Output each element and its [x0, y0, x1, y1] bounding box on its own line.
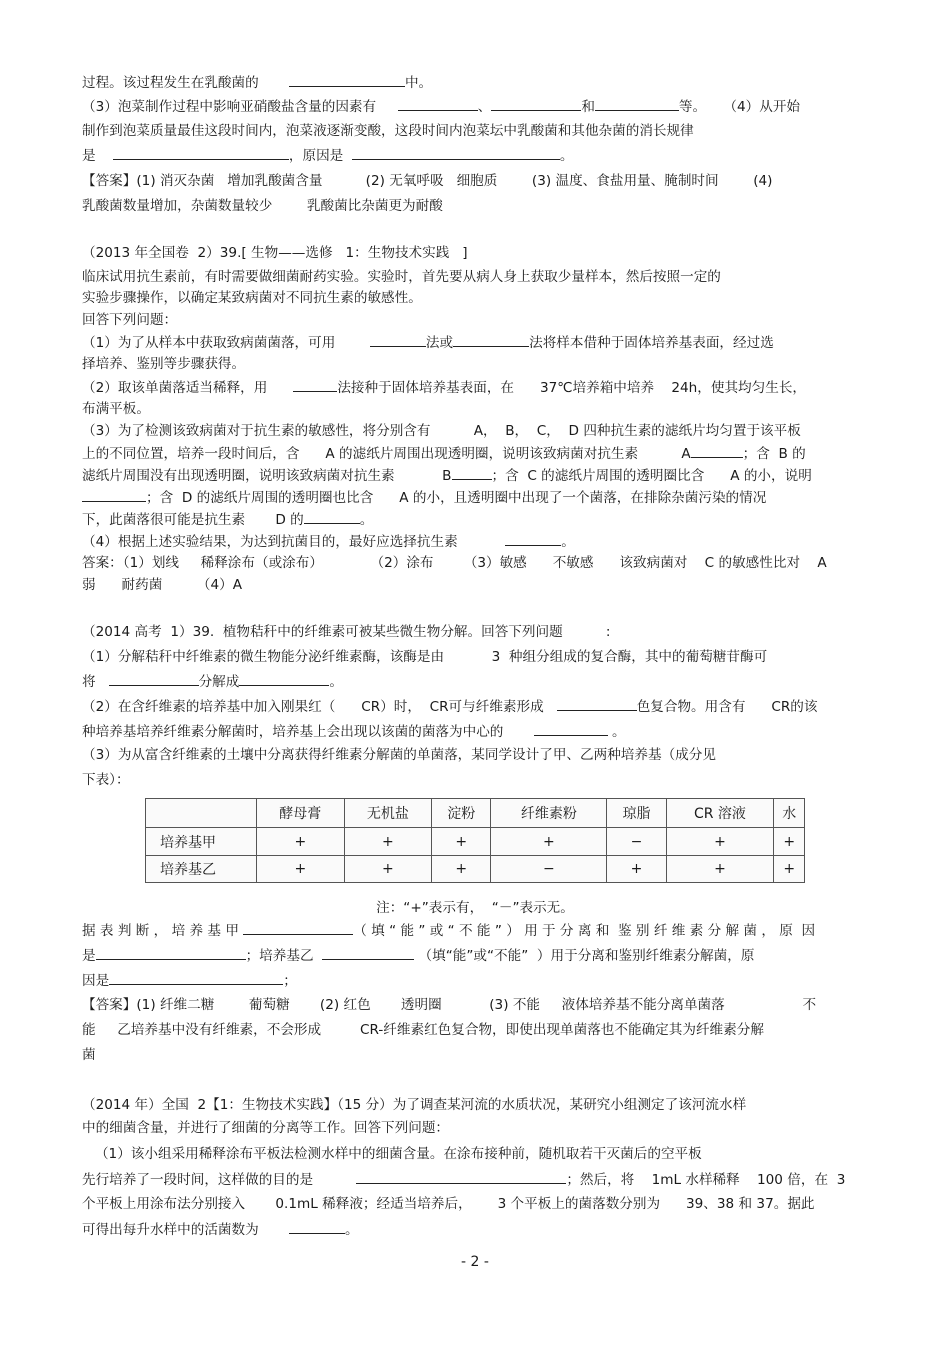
table-cell: + — [432, 855, 491, 882]
table-cell: 培养基甲 — [146, 828, 257, 855]
table-header-cell — [146, 799, 257, 828]
text-line: 择培养、鉴别等步骤获得。 — [82, 356, 246, 372]
table-cell: + — [257, 855, 345, 882]
table-cell: + — [257, 828, 345, 855]
answer-line: 【答案】(1) 纤维二糖 葡萄糖 (2) 红色 透明圈 (3) 不能 液体培养基不能分离单菌落 不 — [82, 997, 817, 1013]
text-line: （3）泡菜制作过程中影响亚硝酸盐含量的因素有 、 和 等。 （4）从开始 — [82, 96, 800, 117]
answer-line: 答案：（1）划线 稀释涂布（或涂布） （2）涂布 （3）敏感 不敏感 该致病菌对 C 的敏感性比对 A — [82, 555, 827, 571]
text-line: 先行培养了一段时间，这样做的目的是 ；然后，将 1mL 水样稀释 100 倍，在 3 — [82, 1169, 845, 1190]
text-line: 下表）： — [82, 772, 130, 788]
table-cell: − — [491, 855, 607, 882]
text-line: 种培养基培养纤维素分解菌时，培养基上会出现以该菌的菌落为中心的 。 — [82, 721, 626, 742]
question-heading: （2013 年全国卷 2）39.[ 生物——选修 1：生物技术实践 ] — [82, 245, 468, 261]
table-cell: 培养基乙 — [146, 855, 257, 882]
table-header-cell: 水 — [774, 799, 805, 828]
culture-medium-table — [145, 798, 805, 883]
text-line: （1）分解秸秆中纤维素的微生物能分泌纤维素酶，该酶是由 3 种组分组成的复合酶，其中的葡萄糖苷酶可 — [82, 649, 768, 665]
answer-line: 弱 耐药菌 （4）A — [82, 577, 243, 593]
text-line: （3）为从富含纤维素的土壤中分离获得纤维素分解菌的单菌落，某同学设计了甲、乙两种培养基（成分见 — [82, 747, 716, 763]
table-row — [146, 828, 805, 855]
answer-line: 能 乙培养基中没有纤维素，不会形成 CR-纤维素红色复合物，即使出现单菌落也不能确定其为纤维素分解 — [82, 1022, 764, 1038]
table-row — [146, 855, 805, 882]
text-line: 滤纸片周围没有出现透明圈，说明该致病菌对抗生素 B ；含 C 的滤纸片周围的透明圈比含 A 的小，说明 — [82, 465, 812, 486]
answer-line: 【答案】(1) 消灭杂菌 增加乳酸菌含量 (2) 无氧呼吸 细胞质 (3) 温度、食盐用量、腌制时间 (4) — [82, 173, 773, 189]
text-line: 上的不同位置，培养一段时间后，含 A 的滤纸片周围出现透明圈，说明该致病菌对抗生素 A ；含 B 的 — [82, 443, 806, 464]
text-line: 是 ，原因是 。 — [82, 145, 574, 166]
question-heading: （2014 高考 1）39. 植物秸秆中的纤维素可被某些微生物分解。回答下列问题 : — [82, 624, 611, 640]
text-line: （1）该小组采用稀释涂布平板法检测水样中的细菌含量。在涂布接种前，随机取若干灭菌后的空平板 — [82, 1146, 702, 1162]
table-header-cell: 酵母膏 — [257, 799, 345, 828]
text-line: 临床试用抗生素前，有时需要做细菌耐药实验。实验时，首先要从病人身上获取少量样本，然后按照一定的 — [82, 269, 721, 285]
answer-line: 菌 — [82, 1047, 96, 1063]
text-line: ；含 D 的滤纸片周围的透明圈也比含 A 的小，且透明圈中出现了一个菌落，在排除杂菌污染的情况 — [82, 487, 766, 508]
question-heading: （2014 年）全国 2【1：生物技术实践】（15 分）为了调查某河流的水质状况，某研究小组测定了该河流水样 — [82, 1097, 747, 1113]
text-line: 据 表 判 断 ， 培 养 基 甲 （ 填 “ 能 ” 或 “ 不 能 ” ） 用 于 分 离 和 鉴 别 纤 维 素 分 解 菌 ， 原 因 — [82, 920, 815, 941]
table-header-cell: 琼脂 — [607, 799, 666, 828]
table-header-cell: CR 溶液 — [666, 799, 774, 828]
text-line: （2）在含纤维素的培养基中加入刚果红（ CR）时， CR可与纤维素形成 色复合物。用含有 CR的该 — [82, 696, 818, 717]
table-cell: + — [607, 855, 666, 882]
table-cell: + — [344, 855, 432, 882]
text-line: （2）取该单菌落适当稀释，用 法接种于固体培养基表面，在 37℃培养箱中培养 24h，使其均匀生长， — [82, 377, 806, 398]
text-line: （3）为了检测该致病菌对于抗生素的敏感性，将分别含有 A， B， C， D 四种抗生素的滤纸片均匀置于该平板 — [82, 423, 801, 439]
table-cell: + — [774, 855, 805, 882]
table-header-row — [146, 799, 805, 828]
table-header-cell: 纤维素粉 — [491, 799, 607, 828]
text-line: 下，此菌落很可能是抗生素 D 的 。 — [82, 509, 373, 530]
text-line: 制作到泡菜质量最佳这段时间内，泡菜液逐渐变酸，这段时间内泡菜坛中乳酸菌和其他杂菌的消长规律 — [82, 123, 694, 139]
table-cell: + — [666, 828, 774, 855]
text-line: 是 ；培养基乙 （填“能”或“不能” ）用于分离和鉴别纤维素分解菌，原 — [82, 945, 754, 966]
text-line: 可得出每升水样中的活菌数为 。 — [82, 1219, 359, 1240]
table-note: 注：“+”表示有， “－”表示无。 — [376, 900, 574, 916]
text-line: （4）根据上述实验结果，为达到抗菌目的，最好应选择抗生素 。 — [82, 531, 575, 552]
table-cell: + — [774, 828, 805, 855]
table-cell: + — [491, 828, 607, 855]
table-cell: + — [432, 828, 491, 855]
table-cell: + — [666, 855, 774, 882]
text-line: 实验步骤操作，以确定某致病菌对不同抗生素的敏感性。 — [82, 290, 422, 306]
text-line: （1）为了从样本中获取致病菌菌落，可用 法或 法将样本借种于固体培养基表面，经过选 — [82, 332, 774, 353]
text-line: 个平板上用涂布法分别接入 0.1mL 稀释液；经适当培养后， 3 个平板上的菌落数分别为 39、38 和 37。据此 — [82, 1196, 815, 1212]
answer-line: 乳酸菌数量增加，杂菌数量较少 乳酸菌比杂菌更为耐酸 — [82, 198, 443, 214]
text-line: 因是 ； — [82, 970, 297, 991]
page-number: - 2 - — [461, 1254, 489, 1270]
text-line: 中的细菌含量，并进行了细菌的分离等工作。回答下列问题： — [82, 1120, 450, 1136]
text-line: 过程。该过程发生在乳酸菌的 中。 — [82, 72, 432, 93]
table-cell: + — [344, 828, 432, 855]
table-header-cell: 淀粉 — [432, 799, 491, 828]
table-cell: − — [607, 828, 666, 855]
table-header-cell: 无机盐 — [344, 799, 432, 828]
text-line: 将 分解成 。 — [82, 671, 343, 692]
text-line: 回答下列问题： — [82, 312, 178, 328]
text-line: 布满平板。 — [82, 401, 150, 417]
